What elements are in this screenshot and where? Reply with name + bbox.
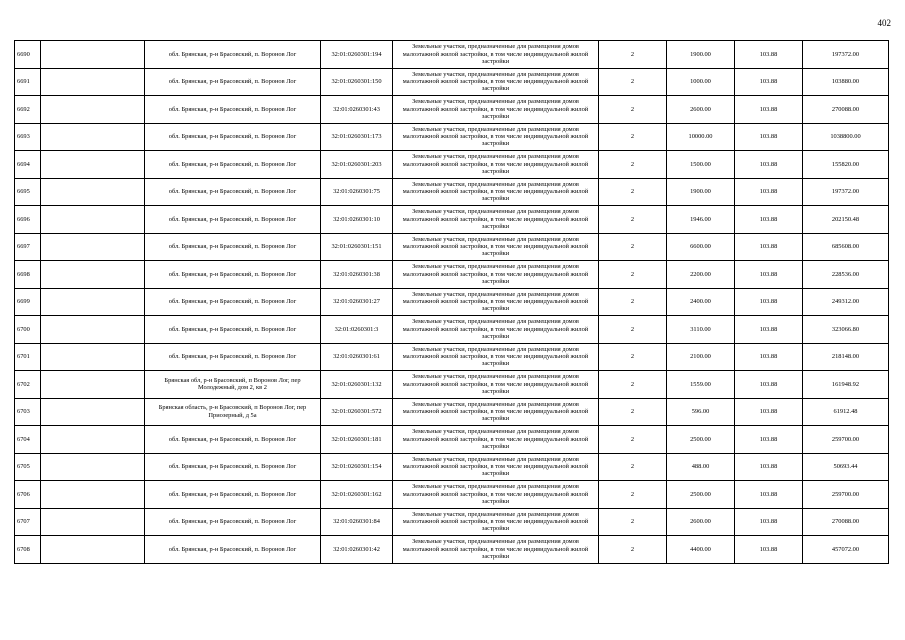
cadastral-value-cell: 259700.00 <box>803 426 889 454</box>
row-number-cell: 6694 <box>15 151 41 179</box>
land-use-cell: Земельные участки, предназначенные для размещения домов малоэтажной жилой застройки, в том числе индивидуальной жилой застройки <box>393 206 599 234</box>
address-cell: обл. Брянская, р-н Брасовский, п. Воронов Лог <box>145 206 321 234</box>
address-cell: обл. Брянская, р-н Брасовский, п. Воронов Лог <box>145 536 321 564</box>
blank-cell <box>41 426 145 454</box>
cadastral-value-cell: 457072.00 <box>803 536 889 564</box>
category-cell: 2 <box>599 68 667 96</box>
area-cell: 10000.00 <box>667 123 735 151</box>
cadastral-number-cell: 32:01:0260301:43 <box>321 96 393 124</box>
blank-cell <box>41 151 145 179</box>
row-number-cell: 6693 <box>15 123 41 151</box>
row-number-cell: 6695 <box>15 178 41 206</box>
area-cell: 488.00 <box>667 453 735 481</box>
cadastral-number-cell: 32:01:0260301:194 <box>321 41 393 69</box>
category-cell: 2 <box>599 233 667 261</box>
address-cell: обл. Брянская, р-н Брасовский, п. Воронов Лог <box>145 288 321 316</box>
table-row <box>15 288 889 316</box>
cadastral-number-cell: 32:01:0260301:42 <box>321 536 393 564</box>
category-cell: 2 <box>599 151 667 179</box>
category-cell: 2 <box>599 261 667 289</box>
table-row <box>15 261 889 289</box>
row-number-cell: 6702 <box>15 371 41 399</box>
cadastral-value-cell: 161948.92 <box>803 371 889 399</box>
rate-cell: 103.88 <box>735 453 803 481</box>
cadastral-number-cell: 32:01:0260301:150 <box>321 68 393 96</box>
category-cell: 2 <box>599 398 667 426</box>
category-cell: 2 <box>599 96 667 124</box>
land-use-cell: Земельные участки, предназначенные для размещения домов малоэтажной жилой застройки, в том числе индивидуальной жилой застройки <box>393 68 599 96</box>
land-use-cell: Земельные участки, предназначенные для размещения домов малоэтажной жилой застройки, в том числе индивидуальной жилой застройки <box>393 41 599 69</box>
table-row <box>15 481 889 509</box>
land-use-cell: Земельные участки, предназначенные для размещения домов малоэтажной жилой застройки, в том числе индивидуальной жилой застройки <box>393 288 599 316</box>
land-use-cell: Земельные участки, предназначенные для размещения домов малоэтажной жилой застройки, в том числе индивидуальной жилой застройки <box>393 343 599 371</box>
rate-cell: 103.88 <box>735 233 803 261</box>
category-cell: 2 <box>599 508 667 536</box>
row-number-cell: 6701 <box>15 343 41 371</box>
area-cell: 3110.00 <box>667 316 735 344</box>
blank-cell <box>41 96 145 124</box>
blank-cell <box>41 206 145 234</box>
blank-cell <box>41 41 145 69</box>
rate-cell: 103.88 <box>735 316 803 344</box>
table-row <box>15 96 889 124</box>
category-cell: 2 <box>599 288 667 316</box>
area-cell: 596.00 <box>667 398 735 426</box>
table-row <box>15 453 889 481</box>
cadastral-value-cell: 155820.00 <box>803 151 889 179</box>
cadastral-value-cell: 270088.00 <box>803 508 889 536</box>
table-row <box>15 233 889 261</box>
rate-cell: 103.88 <box>735 536 803 564</box>
blank-cell <box>41 343 145 371</box>
table-row <box>15 536 889 564</box>
blank-cell <box>41 398 145 426</box>
blank-cell <box>41 453 145 481</box>
area-cell: 2600.00 <box>667 96 735 124</box>
cadastral-value-cell: 61912.48 <box>803 398 889 426</box>
category-cell: 2 <box>599 178 667 206</box>
area-cell: 1900.00 <box>667 178 735 206</box>
blank-cell <box>41 233 145 261</box>
area-cell: 2200.00 <box>667 261 735 289</box>
table-row <box>15 123 889 151</box>
cadastral-value-cell: 202150.48 <box>803 206 889 234</box>
rate-cell: 103.88 <box>735 508 803 536</box>
category-cell: 2 <box>599 453 667 481</box>
category-cell: 2 <box>599 481 667 509</box>
cadastral-number-cell: 32:01:0260301:181 <box>321 426 393 454</box>
cadastral-value-cell: 259700.00 <box>803 481 889 509</box>
cadastral-number-cell: 32:01:0260301:38 <box>321 261 393 289</box>
cadastral-number-cell: 32:01:0260301:84 <box>321 508 393 536</box>
land-use-cell: Земельные участки, предназначенные для размещения домов малоэтажной жилой застройки, в том числе индивидуальной жилой застройки <box>393 371 599 399</box>
row-number-cell: 6699 <box>15 288 41 316</box>
address-cell: обл. Брянская, р-н Брасовский, п. Воронов Лог <box>145 233 321 261</box>
category-cell: 2 <box>599 426 667 454</box>
address-cell: обл. Брянская, р-н Брасовский, п. Воронов Лог <box>145 481 321 509</box>
cadastral-number-cell: 32:01:0260301:203 <box>321 151 393 179</box>
cadastral-value-cell: 228536.00 <box>803 261 889 289</box>
cadastral-value-cell: 103880.00 <box>803 68 889 96</box>
row-number-cell: 6705 <box>15 453 41 481</box>
cadastral-number-cell: 32:01:0260301:154 <box>321 453 393 481</box>
category-cell: 2 <box>599 536 667 564</box>
rate-cell: 103.88 <box>735 343 803 371</box>
land-use-cell: Земельные участки, предназначенные для размещения домов малоэтажной жилой застройки, в том числе индивидуальной жилой застройки <box>393 536 599 564</box>
area-cell: 1500.00 <box>667 151 735 179</box>
land-use-cell: Земельные участки, предназначенные для размещения домов малоэтажной жилой застройки, в том числе индивидуальной жилой застройки <box>393 398 599 426</box>
cadastral-number-cell: 32:01:0260301:173 <box>321 123 393 151</box>
address-cell: Брянская обл, р-н Брасовский, п Воронов Лог, пер Молодежный, дом 2, кв 2 <box>145 371 321 399</box>
cadastral-value-cell: 197372.00 <box>803 178 889 206</box>
cadastral-number-cell: 32:01:0260301:61 <box>321 343 393 371</box>
rate-cell: 103.88 <box>735 426 803 454</box>
row-number-cell: 6692 <box>15 96 41 124</box>
cadastral-number-cell: 32:01:0260301:10 <box>321 206 393 234</box>
cadastral-value-cell: 1038800.00 <box>803 123 889 151</box>
area-cell: 2100.00 <box>667 343 735 371</box>
cadastral-value-cell: 197372.00 <box>803 41 889 69</box>
rate-cell: 103.88 <box>735 481 803 509</box>
category-cell: 2 <box>599 123 667 151</box>
address-cell: обл. Брянская, р-н Брасовский, п. Воронов Лог <box>145 123 321 151</box>
rate-cell: 103.88 <box>735 178 803 206</box>
rate-cell: 103.88 <box>735 398 803 426</box>
area-cell: 6600.00 <box>667 233 735 261</box>
blank-cell <box>41 481 145 509</box>
blank-cell <box>41 178 145 206</box>
area-cell: 2600.00 <box>667 508 735 536</box>
area-cell: 1559.00 <box>667 371 735 399</box>
table-row <box>15 206 889 234</box>
blank-cell <box>41 508 145 536</box>
land-use-cell: Земельные участки, предназначенные для размещения домов малоэтажной жилой застройки, в том числе индивидуальной жилой застройки <box>393 233 599 261</box>
category-cell: 2 <box>599 316 667 344</box>
table-body <box>15 41 889 564</box>
land-use-cell: Земельные участки, предназначенные для размещения домов малоэтажной жилой застройки, в том числе индивидуальной жилой застройки <box>393 178 599 206</box>
row-number-cell: 6707 <box>15 508 41 536</box>
land-use-cell: Земельные участки, предназначенные для размещения домов малоэтажной жилой застройки, в том числе индивидуальной жилой застройки <box>393 123 599 151</box>
blank-cell <box>41 316 145 344</box>
category-cell: 2 <box>599 41 667 69</box>
land-use-cell: Земельные участки, предназначенные для размещения домов малоэтажной жилой застройки, в том числе индивидуальной жилой застройки <box>393 316 599 344</box>
address-cell: Брянская область, р-н Брасовский, п Воронов Лог, пер Приозерный, д 5а <box>145 398 321 426</box>
row-number-cell: 6698 <box>15 261 41 289</box>
table-row <box>15 178 889 206</box>
table-row <box>15 371 889 399</box>
cadastral-value-cell: 270088.00 <box>803 96 889 124</box>
row-number-cell: 6704 <box>15 426 41 454</box>
address-cell: обл. Брянская, р-н Брасовский, п. Воронов Лог <box>145 41 321 69</box>
row-number-cell: 6690 <box>15 41 41 69</box>
blank-cell <box>41 536 145 564</box>
table-row <box>15 343 889 371</box>
table-row <box>15 508 889 536</box>
table-row <box>15 398 889 426</box>
row-number-cell: 6700 <box>15 316 41 344</box>
area-cell: 1900.00 <box>667 41 735 69</box>
rate-cell: 103.88 <box>735 371 803 399</box>
row-number-cell: 6696 <box>15 206 41 234</box>
blank-cell <box>41 123 145 151</box>
cadastral-number-cell: 32:01:0260301:75 <box>321 178 393 206</box>
rate-cell: 103.88 <box>735 206 803 234</box>
land-registry-table <box>14 40 889 564</box>
cadastral-number-cell: 32:01:0260301:27 <box>321 288 393 316</box>
area-cell: 2500.00 <box>667 481 735 509</box>
cadastral-number-cell: 32:01:0260301:151 <box>321 233 393 261</box>
table-row <box>15 151 889 179</box>
rate-cell: 103.88 <box>735 96 803 124</box>
cadastral-value-cell: 249312.00 <box>803 288 889 316</box>
page-number: 402 <box>877 18 891 28</box>
address-cell: обл. Брянская, р-н Брасовский, п. Воронов Лог <box>145 68 321 96</box>
row-number-cell: 6703 <box>15 398 41 426</box>
land-use-cell: Земельные участки, предназначенные для размещения домов малоэтажной жилой застройки, в том числе индивидуальной жилой застройки <box>393 453 599 481</box>
rate-cell: 103.88 <box>735 288 803 316</box>
address-cell: обл. Брянская, р-н Брасовский, п. Воронов Лог <box>145 316 321 344</box>
area-cell: 4400.00 <box>667 536 735 564</box>
cadastral-value-cell: 685608.00 <box>803 233 889 261</box>
blank-cell <box>41 288 145 316</box>
rate-cell: 103.88 <box>735 41 803 69</box>
blank-cell <box>41 68 145 96</box>
cadastral-number-cell: 32:01:0260301:132 <box>321 371 393 399</box>
land-use-cell: Земельные участки, предназначенные для размещения домов малоэтажной жилой застройки, в том числе индивидуальной жилой застройки <box>393 151 599 179</box>
address-cell: обл. Брянская, р-н Брасовский, п. Воронов Лог <box>145 261 321 289</box>
address-cell: обл. Брянская, р-н Брасовский, п. Воронов Лог <box>145 178 321 206</box>
address-cell: обл. Брянская, р-н Брасовский, п. Воронов Лог <box>145 151 321 179</box>
row-number-cell: 6708 <box>15 536 41 564</box>
land-use-cell: Земельные участки, предназначенные для размещения домов малоэтажной жилой застройки, в том числе индивидуальной жилой застройки <box>393 426 599 454</box>
blank-cell <box>41 261 145 289</box>
land-use-cell: Земельные участки, предназначенные для размещения домов малоэтажной жилой застройки, в том числе индивидуальной жилой застройки <box>393 481 599 509</box>
rate-cell: 103.88 <box>735 151 803 179</box>
table-row <box>15 426 889 454</box>
area-cell: 2500.00 <box>667 426 735 454</box>
land-use-cell: Земельные участки, предназначенные для размещения домов малоэтажной жилой застройки, в том числе индивидуальной жилой застройки <box>393 96 599 124</box>
land-use-cell: Земельные участки, предназначенные для размещения домов малоэтажной жилой застройки, в том числе индивидуальной жилой застройки <box>393 508 599 536</box>
rate-cell: 103.88 <box>735 261 803 289</box>
table-row <box>15 68 889 96</box>
category-cell: 2 <box>599 343 667 371</box>
cadastral-number-cell: 32:01:0260301:162 <box>321 481 393 509</box>
table-row <box>15 316 889 344</box>
address-cell: обл. Брянская, р-н Брасовский, п. Воронов Лог <box>145 426 321 454</box>
row-number-cell: 6691 <box>15 68 41 96</box>
address-cell: обл. Брянская, р-н Брасовский, п. Воронов Лог <box>145 96 321 124</box>
address-cell: обл. Брянская, р-н Брасовский, п. Воронов Лог <box>145 343 321 371</box>
area-cell: 2400.00 <box>667 288 735 316</box>
cadastral-value-cell: 323066.80 <box>803 316 889 344</box>
rate-cell: 103.88 <box>735 123 803 151</box>
rate-cell: 103.88 <box>735 68 803 96</box>
cadastral-number-cell: 32:01:0260301:3 <box>321 316 393 344</box>
category-cell: 2 <box>599 206 667 234</box>
blank-cell <box>41 371 145 399</box>
address-cell: обл. Брянская, р-н Брасовский, п. Воронов Лог <box>145 508 321 536</box>
table-row <box>15 41 889 69</box>
row-number-cell: 6706 <box>15 481 41 509</box>
cadastral-value-cell: 50693.44 <box>803 453 889 481</box>
area-cell: 1946.00 <box>667 206 735 234</box>
row-number-cell: 6697 <box>15 233 41 261</box>
cadastral-number-cell: 32:01:0260301:572 <box>321 398 393 426</box>
area-cell: 1000.00 <box>667 68 735 96</box>
land-use-cell: Земельные участки, предназначенные для размещения домов малоэтажной жилой застройки, в том числе индивидуальной жилой застройки <box>393 261 599 289</box>
category-cell: 2 <box>599 371 667 399</box>
cadastral-value-cell: 218148.00 <box>803 343 889 371</box>
address-cell: обл. Брянская, р-н Брасовский, п. Воронов Лог <box>145 453 321 481</box>
